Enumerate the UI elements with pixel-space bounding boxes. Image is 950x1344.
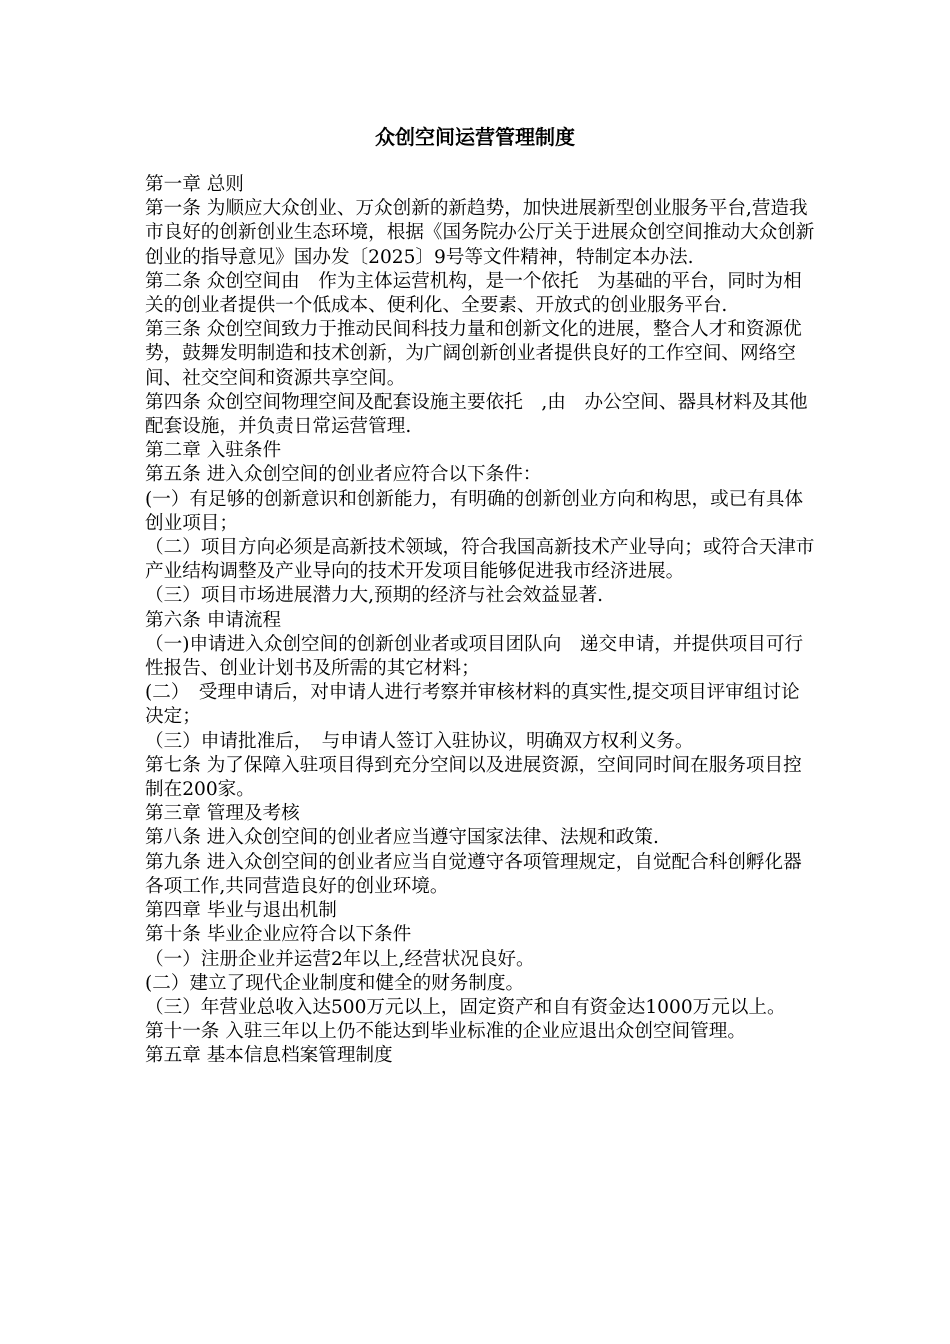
article-paragraph: 第三条 众创空间致力于推动民间科技力量和创新文化的进展，整合人才和资源优势，鼓舞发明制造和技术创新，为广阔创新创业者提供良好的工作空间、网络空间、社交空间和资源共享空间。	[145, 319, 802, 389]
list-item: （三）申请批准后， 与申请人签订入驻协议，明确双方权利义务。	[145, 730, 694, 752]
list-item: （二）项目方向必须是高新技术领域，符合我国高新技术产业导向；或符合天津市产业结构调整及产业导向的技术开发项目能够促进我市经济进展。	[145, 537, 815, 583]
article-paragraph: 第六条 申请流程	[145, 609, 282, 631]
chapter-heading: 第三章 管理及考核	[145, 803, 300, 825]
list-item: （一)申请进入众创空间的创新创业者或项目团队向 递交申请，并提供项目可行性报告、创业计划书及所需的其它材料；	[145, 633, 804, 680]
article-paragraph: 第七条 为了保障入驻项目得到充分空间以及进展资源，空间同时间在服务项目控制在200家。	[145, 754, 802, 801]
list-item: (二）建立了现代企业制度和健全的财务制度。	[145, 972, 525, 994]
chapter-heading: 第四章 毕业与退出机制	[145, 900, 337, 922]
document-body	[145, 173, 815, 1069]
article-paragraph: 第五条 进入众创空间的创业者应符合以下条件：	[145, 464, 542, 486]
article-paragraph: 第二条 众创空间由 作为主体运营机构，是一个依托 为基础的平台，同时为相关的创业者提供一个低成本、便利化、全要素、开放式的创业服务平台.	[145, 270, 802, 317]
list-item: （三）年营业总收入达500万元以上，固定资产和自有资金达1000万元以上。	[145, 996, 786, 1018]
list-item: （一）注册企业并运营2年以上,经营状况良好。	[145, 948, 535, 970]
list-item: (一）有足够的创新意识和创新能力，有明确的创新创业方向和构思，或已有具体创业项目；	[145, 488, 804, 534]
document-title: 众创空间运营管理制度	[375, 125, 575, 149]
chapter-heading: 第五章 基本信息档案管理制度	[145, 1045, 393, 1067]
article-paragraph: 第十条 毕业企业应符合以下条件	[145, 924, 412, 946]
article-paragraph: 第九条 进入众创空间的创业者应当自觉遵守各项管理规定，自觉配合科创孵化器各项工作,共同营造良好的创业环境。	[145, 851, 802, 897]
article-paragraph: 第十一条 入驻三年以上仍不能达到毕业标准的企业应退出众创空间管理。	[145, 1021, 746, 1043]
chapter-heading: 第二章 入驻条件	[145, 440, 282, 462]
list-item: （三）项目市场进展潜力大,预期的经济与社会效益显著.	[145, 585, 604, 607]
article-paragraph: 第四条 众创空间物理空间及配套设施主要依托 ,由 办公空间、器具材料及其他配套设施，并负责日常运营管理.	[145, 391, 808, 438]
article-paragraph: 第八条 进入众创空间的创业者应当遵守国家法律、法规和政策.	[145, 827, 659, 849]
list-item: (二） 受理申请后，对申请人进行考察并审核材料的真实性,提交项目评审组讨论决定；	[145, 682, 800, 728]
chapter-heading: 第一章 总则	[145, 174, 244, 195]
article-paragraph: 第一条 为顺应大众创业、万众创新的新趋势，加快进展新型创业服务平台,营造我市良好的创新创业生态环境，根据《国务院办公厅关于进展众创空间推动大众创新创业的指导意见》国办发〔2025〕9号等文件精神，特制定本办法.	[145, 198, 815, 268]
